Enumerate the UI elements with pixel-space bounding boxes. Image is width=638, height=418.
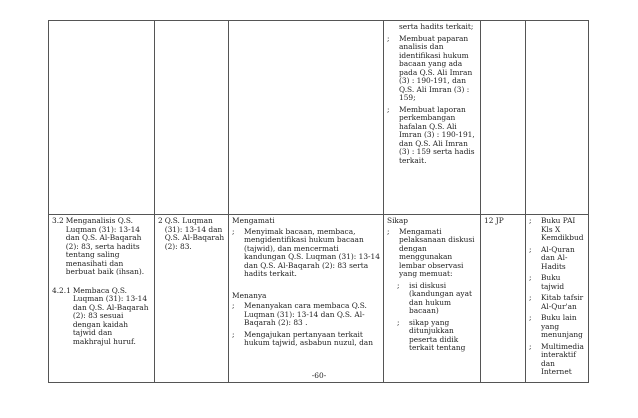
materi-number: 2 [158,216,163,225]
list-item: ; sikap yang ditunjukkan peserta didik terkait tentang [397,319,477,353]
list-item: ; Multimedia interaktif dan Internet [529,341,584,376]
list-item: ; Mengamati pelaksanaan diskusi dengan menggunakan lembar observasi yang memuat: [387,228,477,279]
list-item [387,23,477,32]
list-item: ; Buku PAI Kls X Kemdikbud [529,216,584,242]
table-row [49,215,589,383]
kd-item [52,287,151,347]
list-item-text: Mengajukan pertanyaan terkait hukum tajwid, asbabun nuzul, dan [244,329,373,347]
list-item: ; Kitab tafsir Al-Qur'an [529,293,584,311]
list-item-text: serta hadits terkait; [399,22,474,31]
cell-alokasi-waktu [481,215,526,383]
cell-materi [155,21,229,215]
section-heading: Mengamati [232,216,275,225]
cell-alokasi-waktu [481,21,526,215]
section-heading: Sikap [387,216,409,225]
list-item: ; Membuat laporan perkembangan hafalan Q.S. Ali Imran (3) : 190-191, dan Q.S. Ali Imran (3) : 159 serta hadis terkait. [387,106,477,166]
cell-pembelajaran [229,215,384,383]
list-item-text: Buku lain yang menunjang [541,313,583,339]
cell-sumber-belajar [526,21,589,215]
list-item: ; Buku tajwid [529,274,585,291]
cell-penilaian [384,21,481,215]
kd-text: Menganalisis Q.S. Luqman (31): 13-14 dan Q.S. Al-Baqarah (2): 83, serta hadits tentang saling menasihati dan berbuat baik (ihsan). [65,216,145,276]
cell-kompetensi-dasar [49,21,155,215]
kd-number: 3.2 [52,216,64,225]
list-item: ; Membuat paparan analisis dan identifikasi hukum bacaan yang ada pada Q.S. Ali Imran (3) : 190-191, dan Q.S. Ali Imran (3) : 159; [387,35,477,103]
list-item: ; Mengajukan pertanyaan terkait hukum tajwid, asbabun nuzul, dan [232,331,380,348]
list-item-text: Multimedia interaktif dan Internet [541,341,584,376]
kd-text: Membaca Q.S. Luqman (31): 13-14 dan Q.S. Al-Baqarah (2): 83 sesuai dengan kaidah tajwid dan makhrajul huruf. [72,285,149,346]
cell-pembelajaran [229,21,384,215]
kd-number: 4.2.1 [52,285,71,295]
time-allocation: 12 JP [484,216,504,225]
materi-text: Q.S. Luqman (31): 13-14 dan Q.S. Al-Baqarah (2): 83. [164,216,225,251]
list-item-text: Membuat laporan perkembangan hafalan Q.S. Ali Imran (3) : 190-191, dan Q.S. Ali Imran (3) : 159 serta hadis terkait. [399,104,475,165]
list-item-text: Al-Quran dan Al-Hadits [541,244,575,271]
list-item-text: Mengamati pelaksanaan diskusi dengan menggunakan lembar observasi yang memuat: [399,226,475,278]
list-item-text: sikap yang ditunjukkan peserta didik terkait tentang [409,317,466,352]
list-item-text: Membuat paparan analisis dan identifikasi hukum bacaan yang ada pada Q.S. Ali Imran (3) : 190-191, dan Q.S. Ali Imran (3) : 159; [399,33,473,102]
list-item: ; Buku lain yang menunjang [529,314,585,340]
list-item-text: isi diskusi (kandungan ayat dan hukum bacaan) [409,280,472,315]
section-heading: Menanya [232,290,267,300]
materi-item [158,217,225,251]
syllabus-table [48,20,589,383]
cell-sumber-belajar [526,215,589,383]
kd-item [52,217,151,277]
cell-materi [155,215,229,383]
list-item-text: Menanyakan cara membaca Q.S. Luqman (31): 13-14 dan Q.S. Al-Baqarah (2): 83 . [244,301,367,327]
list-item-text: Buku tajwid [541,273,565,291]
cell-kompetensi-dasar [49,215,155,383]
page-number: -60- [311,371,327,380]
list-item: ; Menanyakan cara membaca Q.S. Luqman (31): 13-14 dan Q.S. Al-Baqarah (2): 83 . [232,302,380,328]
cell-penilaian [384,215,481,383]
list-item-text: Buku PAI Kls X Kemdikbud [541,216,584,242]
list-item-text: Menyimak bacaan, membaca, mengidentifikasi hukum bacaan (tajwid), dan mencermati kandungan Q.S. Luqman (31): 13-14 dan Q.S. Al-Baqarah (2): 83 serta hadits terkait. [244,226,380,278]
list-item: ; Menyimak bacaan, membaca, mengidentifikasi hukum bacaan (tajwid), dan mencermati kandungan Q.S. Luqman (31): 13-14 dan Q.S. Al-Baqarah (2): 83 serta hadits terkait. [232,226,380,278]
list-item: ; isi diskusi (kandungan ayat dan hukum bacaan) [397,282,477,316]
list-item: ; Al-Quran dan Al-Hadits [529,246,585,272]
list-item-text: Kitab tafsir Al-Qur'an [541,293,584,311]
table-row [49,21,589,215]
